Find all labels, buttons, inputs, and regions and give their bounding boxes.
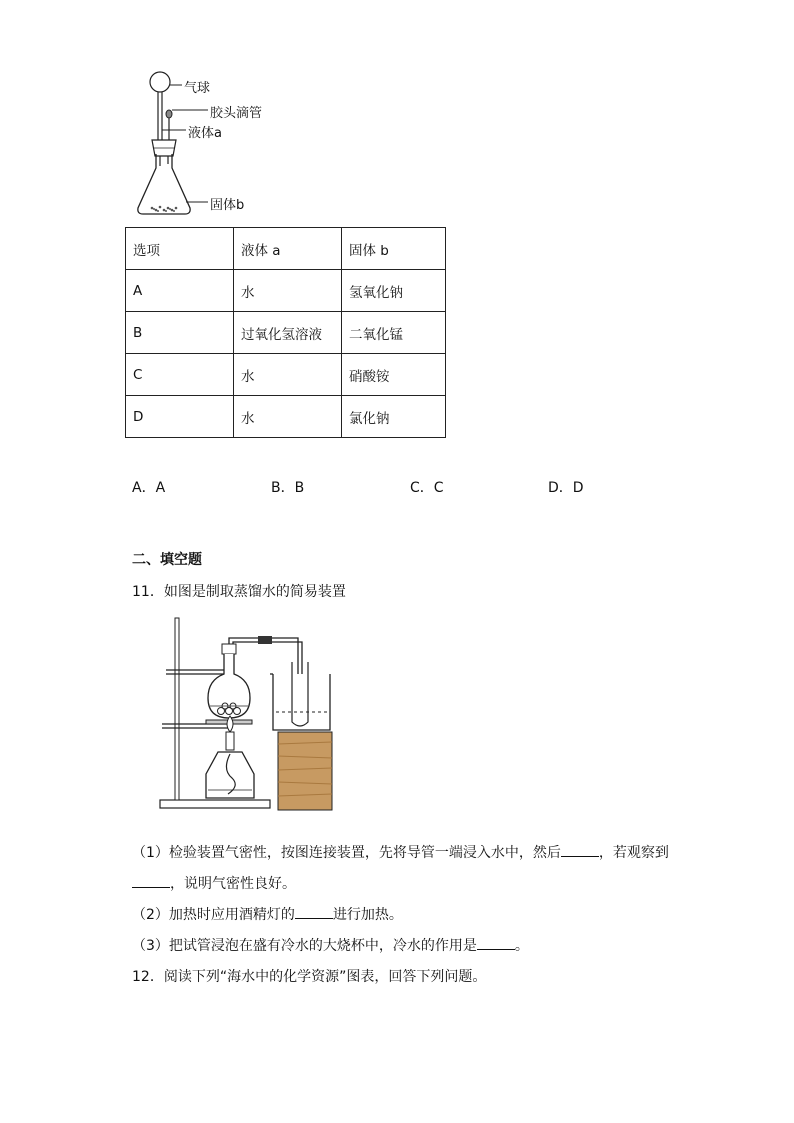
solid-b-label: 固体b — [210, 198, 245, 213]
table-header-cell: 液体 a — [234, 228, 342, 270]
table-row — [126, 354, 446, 396]
choice-d[interactable]: D．D — [548, 480, 584, 496]
q11-part3-text: （3）把试管浸泡在盛有冷水的大烧杯中，冷水的作用是 — [132, 938, 477, 954]
choice-b[interactable]: B．B — [271, 480, 305, 496]
alcohol-lamp — [206, 752, 254, 798]
q11-part2-text: 进行加热。 — [332, 907, 403, 923]
q11-part1-text: （1）检验装置气密性，按图连接装置，先将导管一端浸入水中，然后 — [132, 845, 561, 861]
table-cell: 氯化钠 — [342, 396, 446, 438]
beaker — [273, 674, 330, 730]
stand-base — [160, 800, 270, 808]
choice-a[interactable]: A．A — [132, 480, 166, 496]
flask-body — [138, 154, 190, 214]
table-cell: 水 — [234, 354, 342, 396]
answer-blank[interactable] — [295, 906, 333, 919]
q11-part1-text: ，说明气密性良好。 — [170, 876, 296, 892]
q11-part1-line2 — [132, 873, 296, 893]
q11-part1-line1 — [132, 842, 669, 862]
table-header-cell: 固体 b — [342, 228, 446, 270]
table-cell: A — [126, 270, 234, 312]
answer-blank[interactable] — [477, 937, 515, 950]
q11-part1-text: ，若观察到 — [598, 845, 669, 861]
answer-blank[interactable] — [132, 875, 170, 888]
table-cell: 过氧化氢溶液 — [234, 312, 342, 354]
options-table — [125, 227, 446, 438]
table-row — [126, 312, 446, 354]
choice-c[interactable]: C．C — [410, 480, 444, 496]
table-cell: 硝酸铵 — [342, 354, 446, 396]
q12-stem: 12．阅读下列“海水中的化学资源”图表，回答下列问题。 — [132, 969, 487, 985]
q11-part3-text: 。 — [514, 938, 529, 954]
stand-rod — [175, 618, 179, 800]
q11-stem: 11．如图是制取蒸馏水的简易装置 — [132, 584, 346, 600]
q11-part2-text: （2）加热时应用酒精灯的 — [132, 907, 295, 923]
distillation-apparatus-figure — [158, 614, 348, 814]
table-cell: B — [126, 312, 234, 354]
table-row — [126, 396, 446, 438]
table-cell: 二氧化锰 — [342, 312, 446, 354]
q11-part3 — [132, 935, 529, 955]
answer-blank[interactable] — [561, 844, 599, 857]
dropper-label: 胶头滴管 — [210, 106, 263, 121]
table-header-cell: 选项 — [126, 228, 234, 270]
table-cell: 水 — [234, 396, 342, 438]
table-row — [126, 270, 446, 312]
balloon-shape — [150, 72, 170, 92]
section-title: 二、填空题 — [132, 552, 202, 568]
table-cell: 水 — [234, 270, 342, 312]
table-cell: 氢氧化钠 — [342, 270, 446, 312]
dropper-bulb — [166, 110, 172, 118]
table-header-row — [126, 228, 446, 270]
liquid-a-label: 液体a — [188, 126, 222, 141]
table-cell: D — [126, 396, 234, 438]
table-cell: C — [126, 354, 234, 396]
q11-part2 — [132, 904, 403, 924]
balloon-label: 气球 — [184, 81, 211, 96]
